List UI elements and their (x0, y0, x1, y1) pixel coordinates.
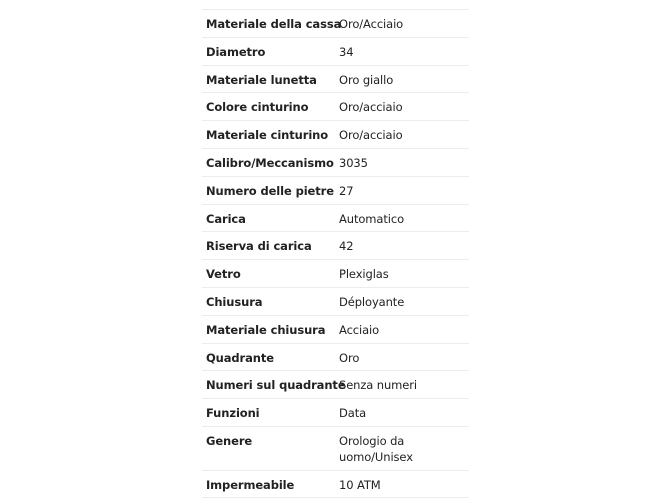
spec-row-dial-numerals (202, 370, 469, 398)
spec-row-dial (202, 343, 469, 371)
spec-value: Data (339, 406, 367, 421)
spec-value: 3035 (339, 155, 368, 170)
spec-value: Oro/acciaio (339, 100, 403, 115)
spec-value: 10 ATM (339, 477, 381, 492)
spec-value: Orologio da uomo/Unisex (339, 433, 413, 465)
spec-value: Automatico (339, 211, 405, 226)
spec-label: Numero delle pietre (206, 183, 334, 198)
spec-row-bezel-material (202, 65, 469, 93)
spec-row-strap-material (202, 120, 469, 148)
spec-value: Oro/Acciaio (339, 17, 404, 31)
spec-value: Acciaio (339, 322, 380, 337)
spec-value: Plexiglas (339, 267, 389, 282)
spec-row-clasp (202, 287, 469, 315)
spec-row-jewels (202, 176, 469, 204)
spec-row-strap-color (202, 92, 469, 120)
spec-label: Materiale chiusura (206, 322, 326, 337)
spec-label: Impermeabile (206, 477, 295, 492)
spec-value: 42 (339, 239, 354, 254)
spec-label: Chiusura (206, 294, 263, 309)
spec-label: Materiale lunetta (206, 72, 317, 87)
spec-label: Numeri sul quadrante (206, 378, 346, 393)
spec-row-crystal (202, 259, 469, 287)
spec-label: Funzioni (206, 406, 260, 421)
spec-label: Colore cinturino (206, 100, 309, 115)
spec-label: Calibro/Meccanismo (206, 155, 334, 170)
spec-row-gender (202, 426, 469, 470)
spec-row-functions (202, 398, 469, 426)
spec-label: Carica (206, 211, 246, 226)
spec-value: Oro giallo (339, 72, 394, 87)
spec-row-caliber (202, 148, 469, 176)
spec-label: Materiale della cassa (206, 17, 342, 31)
spec-row-case-material (202, 9, 469, 37)
spec-value: Oro/acciaio (339, 128, 403, 143)
spec-row-power-reserve (202, 231, 469, 259)
spec-label: Riserva di carica (206, 239, 312, 254)
spec-value: Oro (339, 350, 360, 365)
spec-value: Déployante (339, 294, 405, 309)
spec-row-water-resistance (202, 470, 469, 498)
spec-row-clasp-material (202, 315, 469, 343)
spec-label: Vetro (206, 267, 241, 282)
spec-row-winding (202, 204, 469, 232)
spec-value: Senza numeri (339, 378, 417, 393)
spec-label: Quadrante (206, 350, 274, 365)
spec-value: 27 (339, 183, 354, 198)
spec-label: Genere (206, 433, 253, 448)
specifications-table (202, 9, 469, 498)
spec-label: Diametro (206, 44, 266, 59)
spec-row-diameter (202, 37, 469, 65)
spec-value: 34 (339, 44, 354, 59)
spec-label: Materiale cinturino (206, 128, 329, 143)
